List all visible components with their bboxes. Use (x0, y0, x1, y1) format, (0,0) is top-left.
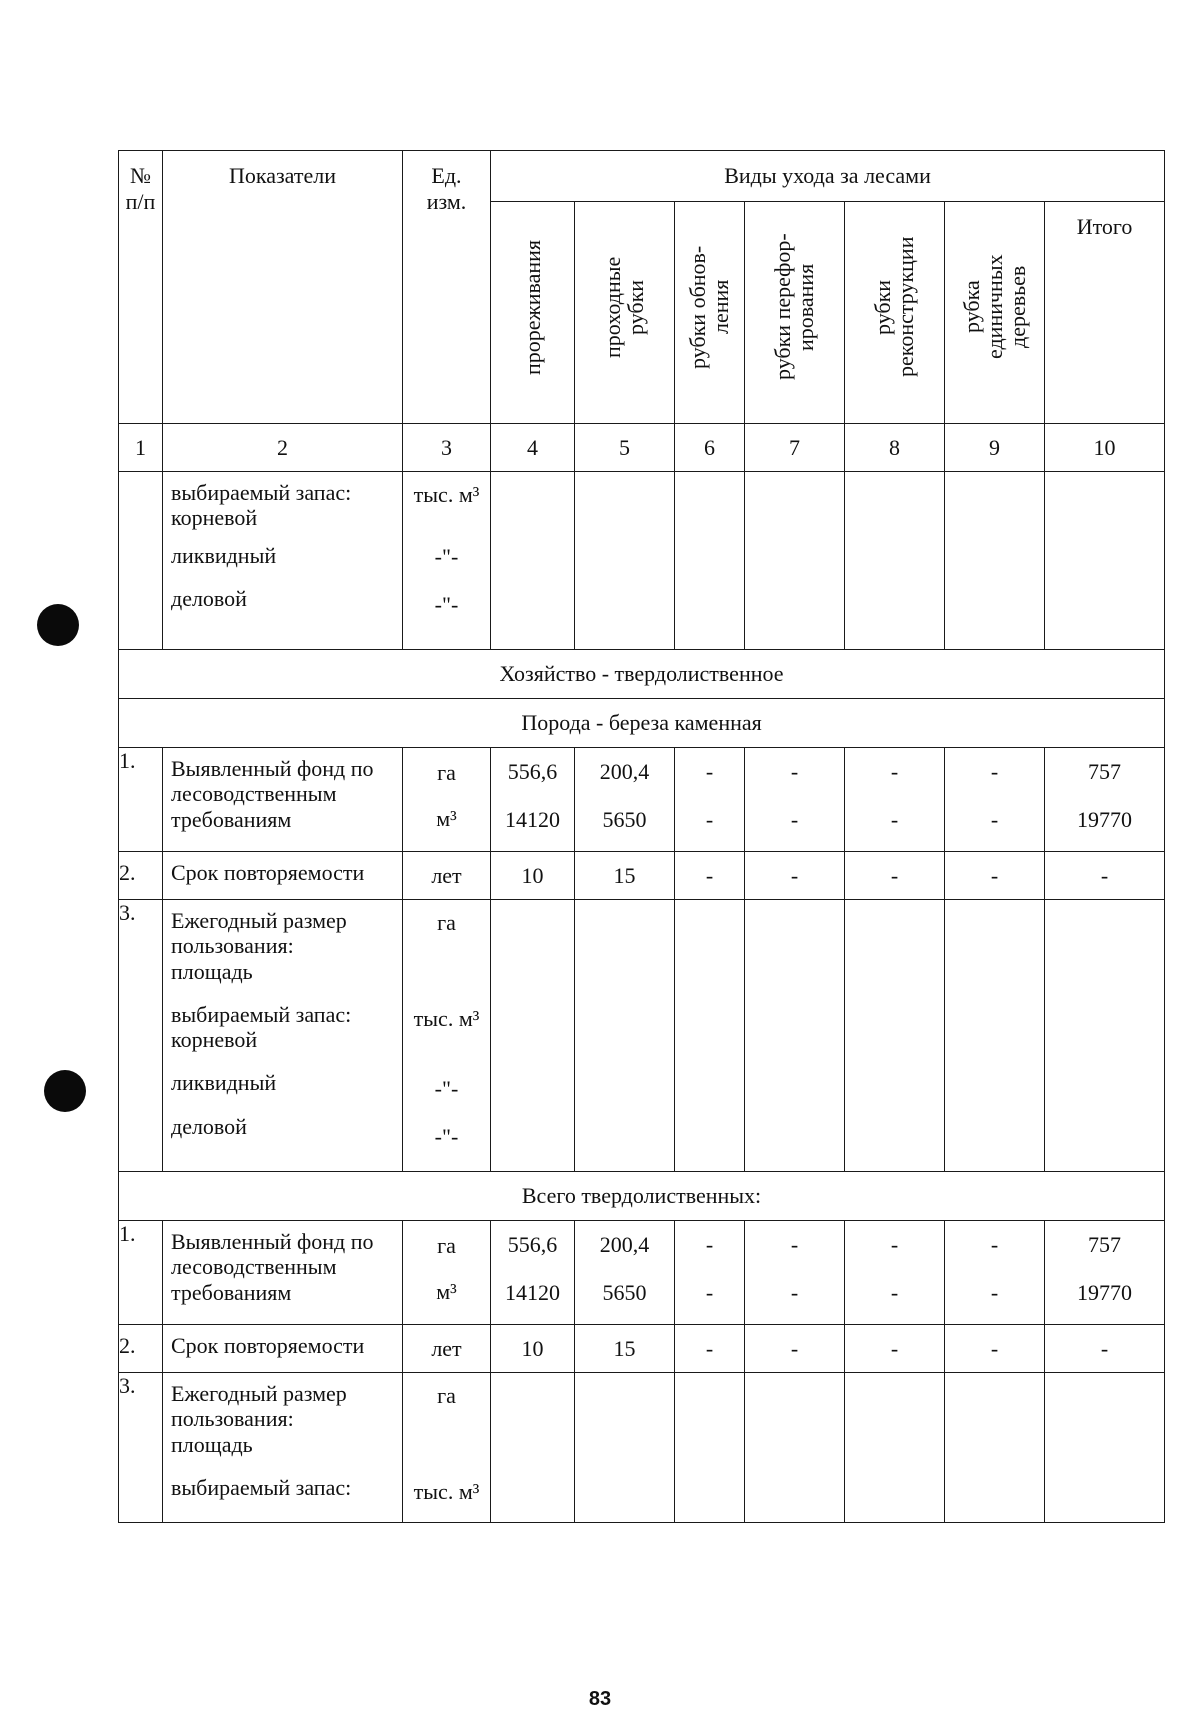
label-cell: Ежегодный размер пользования: площадь выбираемый запас: (163, 1373, 403, 1523)
col-number: 10 (1045, 424, 1165, 472)
header-no: № п/п (119, 151, 163, 424)
table-row: 1. Выявленный фонд по лесоводственным требованиям га м³ 556,6 14120 200,4 5650 - - - - - - - - 757 19770 (119, 1221, 1165, 1325)
label-cell: Срок повторяемости (163, 852, 403, 900)
col-number: 3 (403, 424, 491, 472)
label-cell: Выявленный фонд по лесоводственным требованиям (163, 748, 403, 852)
label-cell: Срок повторяемости (163, 1325, 403, 1373)
col-number: 1 (119, 424, 163, 472)
table-row: 2. Срок повторяемости лет 10 15 - - - - - (119, 852, 1165, 900)
punch-hole-bottom (44, 1070, 86, 1112)
row-number: 2. (119, 852, 163, 900)
label-cell: выбираемый запас: корневой ликвидный деловой (163, 472, 403, 650)
section-species: Порода - береза каменная (119, 699, 1165, 748)
row-number: 2. (119, 1325, 163, 1373)
header-total: Итого (1045, 202, 1165, 424)
row-number: 3. (119, 1373, 163, 1523)
col-number: 8 (845, 424, 945, 472)
section-total-hardwood: Всего твердолиственных: (119, 1172, 1165, 1221)
unit-cell: га тыс. м³ -"- -"- (403, 900, 491, 1172)
col-number: 4 (491, 424, 575, 472)
page-number: 83 (588, 1688, 612, 1710)
header-care-group: Виды ухода за лесами (491, 151, 1165, 202)
header-care-type: прореживания (491, 202, 575, 424)
unit-cell: лет (403, 852, 491, 900)
unit-cell: га м³ (403, 748, 491, 852)
punch-hole-top (37, 604, 79, 646)
unit-cell: га м³ (403, 1221, 491, 1325)
table-row: 1. Выявленный фонд по лесоводственным требованиям га м³ 556,6 14120 200,4 5650 - - - - - - - - 757 19770 (119, 748, 1165, 852)
label-cell: Ежегодный размер пользования: площадь выбираемый запас: корневой ликвидный деловой (163, 900, 403, 1172)
unit-cell: га тыс. м³ (403, 1373, 491, 1523)
col-number: 6 (675, 424, 745, 472)
header-care-type: проходные рубки (575, 202, 675, 424)
col-number: 5 (575, 424, 675, 472)
unit-cell: лет (403, 1325, 491, 1373)
header-care-type: рубки реконструкции (845, 202, 945, 424)
header-unit: Ед. изм. (403, 151, 491, 424)
forest-care-table (118, 150, 1165, 1523)
row-number: 3. (119, 900, 163, 1172)
header-care-type: рубка единичных деревьев (945, 202, 1045, 424)
column-numbers-row (119, 424, 1165, 472)
label-cell: Выявленный фонд по лесоводственным требованиям (163, 1221, 403, 1325)
table-row: 2. Срок повторяемости лет 10 15 - - - - - (119, 1325, 1165, 1373)
col-number: 9 (945, 424, 1045, 472)
header-care-type: рубки перефор- ирования (745, 202, 845, 424)
section-household: Хозяйство - твердолиственное (119, 650, 1165, 699)
col-number: 2 (163, 424, 403, 472)
row-number: 1. (119, 748, 163, 852)
table-row (119, 472, 1165, 650)
table-row (119, 900, 1165, 1172)
row-number: 1. (119, 1221, 163, 1325)
unit-cell: тыс. м³ -"- -"- (403, 472, 491, 650)
header-care-type: рубки обнов- ления (675, 202, 745, 424)
table-row (119, 1373, 1165, 1523)
header-indicator: Показатели (163, 151, 403, 424)
col-number: 7 (745, 424, 845, 472)
